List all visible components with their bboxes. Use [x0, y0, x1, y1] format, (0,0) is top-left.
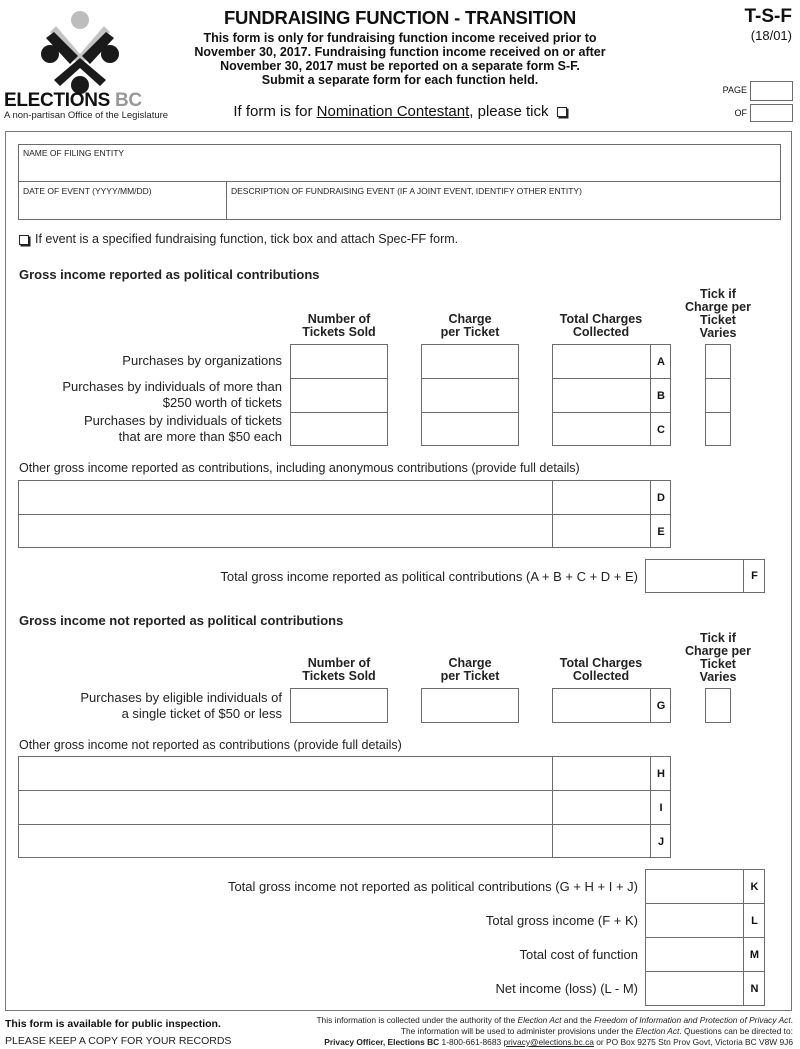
total-charges-g-field[interactable]: [553, 689, 650, 722]
other-not-reported-h-amount-field[interactable]: [553, 757, 650, 790]
filing-entity-field[interactable]: [18, 144, 781, 182]
summary-k-field[interactable]: [646, 870, 743, 903]
total-charges-c-field[interactable]: [553, 413, 650, 446]
total-reported-f-field[interactable]: [646, 560, 743, 592]
summary-l-field[interactable]: [646, 904, 743, 937]
tickets-sold-column: [290, 344, 388, 446]
total-reported-row: [645, 559, 765, 593]
summary-label-n: Net income (loss) (L - M): [495, 981, 638, 996]
row-label-a: Purchases by organizations: [122, 353, 282, 368]
tick-varies-a-checkbox[interactable]: [706, 345, 730, 378]
other-not-reported-table: [18, 756, 671, 858]
charge-per-ticket-c-field[interactable]: [422, 413, 518, 446]
tick-varies-b-checkbox[interactable]: [706, 379, 730, 412]
col-tickets-sold-2: Number of Tickets Sold: [302, 656, 376, 683]
col-charge-per-ticket: Charge per Ticket: [440, 312, 500, 339]
summary-label-l: Total gross income (F + K): [485, 913, 638, 928]
spec-ff-checkbox[interactable]: [19, 235, 29, 245]
line-letter-b: B: [650, 379, 671, 412]
line-letter-i: I: [650, 791, 671, 824]
total-charges-g-row: [552, 688, 671, 723]
tickets-sold-g-field[interactable]: [290, 688, 388, 723]
tick-varies-c-checkbox[interactable]: [706, 413, 730, 446]
row-label-b: Purchases by individuals of more than $250 worth of tickets: [62, 379, 282, 410]
privacy-officer: Privacy Officer, Elections BC: [324, 1037, 440, 1047]
event-date-field[interactable]: [18, 181, 227, 220]
event-description-label: DESCRIPTION OF FUNDRAISING EVENT (IF A JOINT EVENT, IDENTIFY OTHER ENTITY): [231, 186, 582, 196]
total-charges-b-field[interactable]: [553, 379, 650, 412]
line-letter-a: A: [650, 345, 671, 378]
line-letter-f: F: [743, 560, 765, 592]
page-total-field[interactable]: [750, 104, 793, 122]
public-inspection-notice: This form is available for public inspection.: [5, 1018, 221, 1030]
privacy-email-link[interactable]: privacy@elections.bc.ca: [503, 1037, 594, 1047]
other-reported-e-details-field[interactable]: [19, 515, 552, 548]
form-subtitle: This form is only for fundraising function income received prior to November 30, 2017. Fundraising function income received on or after November 30, 2017 must be reported on a separate form S-F. Submit a separate form for each function held.: [194, 31, 606, 87]
charge-per-ticket-b-field[interactable]: [422, 379, 518, 412]
other-reported-d-details-field[interactable]: [19, 481, 552, 514]
total-reported-label: Total gross income reported as political contributions (A + B + C + D + E): [220, 569, 638, 584]
event-date-label: DATE OF EVENT (YYYY/MM/DD): [23, 186, 152, 196]
other-reported-title: Other gross income reported as contributions, including anonymous contributions (provide full details): [19, 461, 580, 475]
other-reported-e-amount-field[interactable]: [553, 515, 650, 548]
tickets-sold-c-field[interactable]: [291, 413, 387, 446]
charge-per-ticket-column: [421, 344, 519, 446]
line-letter-m: M: [743, 938, 765, 971]
tickets-sold-b-field[interactable]: [291, 379, 387, 412]
line-letter-h: H: [650, 757, 671, 790]
col-tick-varies-2: Tick if Charge per Ticket Varies: [685, 631, 751, 684]
org-tagline: A non-partisan Office of the Legislature: [4, 110, 169, 121]
line-letter-k: K: [743, 870, 765, 903]
line-letter-n: N: [743, 972, 765, 1006]
col-tick-varies: Tick if Charge per Ticket Varies: [685, 287, 751, 340]
charge-per-ticket-g-field[interactable]: [421, 688, 519, 723]
col-total-charges: Total Charges Collected: [559, 312, 643, 339]
other-reported-table: [18, 480, 671, 548]
page-number-field[interactable]: [750, 81, 793, 101]
org-name: ELECTIONS BC: [4, 90, 142, 111]
tickets-sold-a-field[interactable]: [291, 345, 387, 378]
line-letter-e: E: [650, 515, 671, 548]
other-not-reported-j-details-field[interactable]: [19, 825, 552, 858]
other-not-reported-title: Other gross income not reported as contributions (provide full details): [19, 738, 402, 752]
col-charge-per-ticket-2: Charge per Ticket: [440, 656, 500, 683]
other-not-reported-i-details-field[interactable]: [19, 791, 552, 824]
row-label-c: Purchases by individuals of tickets that are more than $50 each: [84, 413, 282, 444]
summary-label-k: Total gross income not reported as political contributions (G + H + I + J): [227, 879, 638, 894]
other-not-reported-i-amount-field[interactable]: [553, 791, 650, 824]
line-letter-l: L: [743, 904, 765, 937]
total-charges-a-field[interactable]: [553, 345, 650, 378]
summary-table: [645, 869, 765, 1006]
filing-entity-label: NAME OF FILING ENTITY: [23, 148, 125, 158]
not-reported-section-title: Gross income not reported as political contributions: [19, 613, 344, 628]
row-label-g: Purchases by eligible individuals of a single ticket of $50 or less: [80, 690, 282, 721]
summary-label-m: Total cost of function: [519, 947, 638, 962]
logo-emblem-icon: [30, 8, 130, 96]
nomination-contestant-checkbox[interactable]: [557, 107, 567, 117]
privacy-notice: This information is collected under the authority of the Election Act and the Freedom of Information and Protection of Privacy Act. The information will be used to administer provisions under the Election Act. Questions can be directed to: Privacy Officer, Elections BC 1-800-661-8683 privacy@elections.bc.ca or PO Box 9275 Stn Prov Govt, Victoria BC V8W 9J6: [316, 1015, 793, 1047]
form-code: T-S-F: [744, 6, 792, 27]
form-version: (18/01): [750, 28, 792, 43]
event-description-field[interactable]: [226, 181, 781, 220]
col-tickets-sold: Number of Tickets Sold: [302, 312, 376, 339]
summary-m-field[interactable]: [646, 938, 743, 971]
tick-varies-column: [705, 344, 731, 446]
tick-varies-g-checkbox[interactable]: [705, 688, 731, 723]
reported-section-title: Gross income reported as political contributions: [19, 267, 320, 282]
line-letter-d: D: [650, 481, 671, 514]
elections-bc-logo: [30, 8, 130, 96]
other-not-reported-h-details-field[interactable]: [19, 757, 552, 790]
keep-copy-notice: PLEASE KEEP A COPY FOR YOUR RECORDS: [5, 1035, 232, 1047]
line-letter-g: G: [650, 689, 671, 722]
line-letter-j: J: [650, 825, 671, 858]
col-total-charges-2: Total Charges Collected: [559, 656, 643, 683]
charge-per-ticket-a-field[interactable]: [422, 345, 518, 378]
page-label: PAGE: [722, 85, 747, 95]
other-not-reported-j-amount-field[interactable]: [553, 825, 650, 858]
privacy-address: or PO Box 9275 Stn Prov Govt, Victoria BC V8W 9J6: [593, 1037, 793, 1047]
total-charges-column: [552, 344, 671, 446]
nomination-contestant-line: If form is for Nomination Contestant, please tick: [170, 103, 630, 120]
summary-n-field[interactable]: [646, 972, 743, 1006]
privacy-phone: 1-800-661-8683: [439, 1037, 504, 1047]
spec-ff-line: If event is a specified fundraising function, tick box and attach Spec-FF form.: [19, 232, 458, 246]
of-label: OF: [734, 108, 747, 118]
form-title: FUNDRAISING FUNCTION - TRANSITION: [223, 7, 577, 28]
other-reported-d-amount-field[interactable]: [553, 481, 650, 514]
line-letter-c: C: [650, 413, 671, 446]
